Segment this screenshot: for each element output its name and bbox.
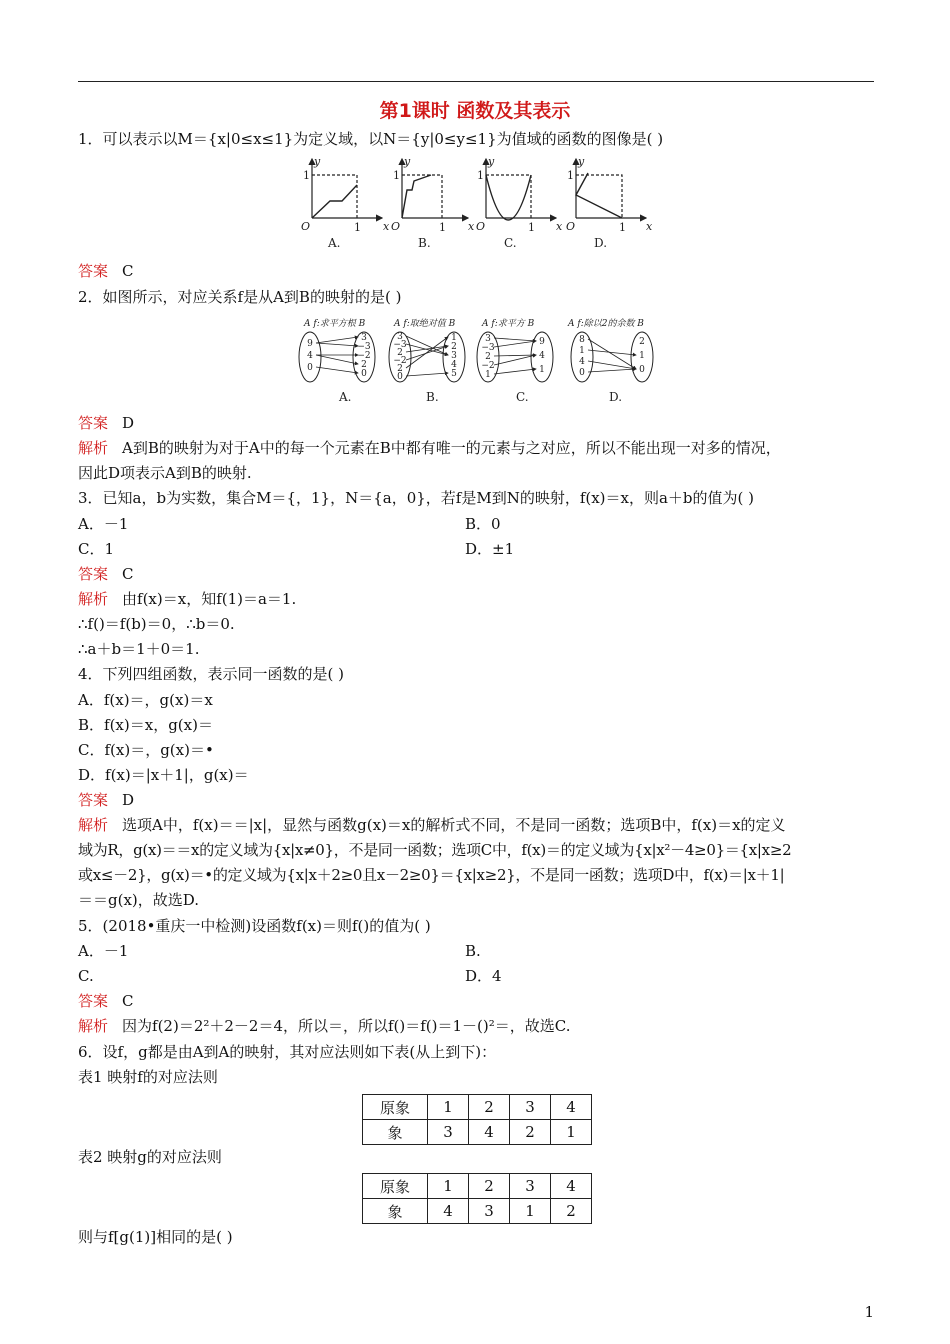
diagram-a-label: A.	[339, 390, 352, 404]
diagram-a-left-0: 9	[307, 339, 313, 349]
graph-b-one-y: 1	[393, 169, 400, 182]
diagram-b-left-3: −2	[393, 356, 407, 366]
diagram-b-right-0: 1	[451, 333, 457, 343]
q5-analysis-label: 解析	[78, 1017, 109, 1035]
table-cell: 象	[363, 1199, 428, 1224]
q3-answer: C	[122, 565, 134, 583]
q3-analysis-1: 由f(x)＝x，知f(1)＝a＝1.	[122, 590, 297, 608]
q3-analysis-3: ∴a＋b＝1＋0＝1.	[78, 640, 200, 658]
diagram-b-right-1: 2	[451, 342, 457, 352]
diagram-c-left-1: −3	[481, 343, 495, 353]
graph-c	[486, 159, 556, 220]
diagram-d-right-1: 1	[639, 351, 645, 361]
table-cell: 1	[428, 1174, 469, 1199]
diagram-c-left-2: 2	[485, 352, 491, 362]
q1-stem: 1．可以表示以M＝{x|0≤x≤1}为定义域，以N＝{y|0≤y≤1}为值域的函数的图像是( )	[78, 130, 664, 148]
diagram-d-left-1: 1	[579, 346, 585, 356]
q4-answer: D	[122, 791, 135, 809]
q3-analysis-label: 解析	[78, 590, 109, 608]
q6-table1-caption: 表1 映射f的对应法则	[78, 1068, 218, 1086]
q5-answer-label: 答案	[78, 992, 109, 1010]
diagram-a-right-1: −3	[357, 342, 371, 352]
q3-stem: 3．已知a，b为实数，集合M＝{，1}，N＝{a，0}，若f是M到N的映射，f(x)＝x，则a＋b的值为( )	[78, 489, 755, 507]
graph-b-ylabel: y	[404, 155, 411, 168]
q2-analysis-label: 解析	[78, 439, 109, 457]
table-cell: 1	[510, 1199, 551, 1224]
q5-answer: C	[122, 992, 134, 1010]
q6-tail: 则与f[g(1)]相同的是( )	[78, 1228, 233, 1246]
table-cell: 4	[428, 1199, 469, 1224]
q4-option-c: C．f(x)＝，g(x)＝•	[78, 741, 214, 759]
graph-c-label: C.	[504, 236, 517, 250]
q4-option-d: D．f(x)＝|x＋1|，g(x)＝	[78, 766, 249, 784]
graph-c-xlabel: x	[556, 220, 563, 233]
diagram-b-left-4: 2	[397, 364, 403, 374]
diagram-d-label: D.	[609, 390, 623, 404]
q4-analysis-4: ＝＝g(x)，故选D.	[78, 891, 200, 909]
table-cell: 2	[551, 1199, 592, 1224]
graph-d-origin: O	[566, 220, 576, 233]
q1-answer: C	[122, 262, 134, 280]
diagram-a-right-4: 0	[361, 369, 367, 379]
q2-answer-label: 答案	[78, 414, 109, 432]
table-cell: 2	[469, 1174, 510, 1199]
diagram-c-right-0: 9	[539, 337, 545, 347]
table-row	[363, 1174, 592, 1199]
table-cell: 4	[469, 1120, 510, 1145]
q2-analysis-1: A到B的映射为对于A中的每一个元素在B中都有唯一的元素与之对应，所以不能出现一对多的情况，	[122, 439, 781, 457]
diagram-d-left-0: 8	[579, 335, 585, 345]
q4-answer-label: 答案	[78, 791, 109, 809]
graph-d-xlabel: x	[646, 220, 653, 233]
diagram-d-right-0: 2	[639, 337, 645, 347]
q4-stem: 4．下列四组函数，表示同一函数的是( )	[78, 665, 345, 683]
graph-d-label: D.	[594, 236, 608, 250]
diagram-d-right-2: 0	[639, 365, 645, 375]
q6-table2-caption: 表2 映射g的对应法则	[78, 1148, 222, 1166]
table-cell: 象	[363, 1120, 428, 1145]
q5-option-b: B.	[465, 942, 481, 960]
table-cell: 3	[510, 1095, 551, 1120]
graph-c-origin: O	[476, 220, 486, 233]
q2-diagrams	[292, 314, 672, 409]
q3-answer-label: 答案	[78, 565, 109, 583]
q1-graphs	[290, 155, 660, 255]
table-cell: 原象	[363, 1174, 428, 1199]
q3-analysis-2: ∴f()＝f(b)＝0，∴b＝0.	[78, 615, 235, 633]
graph-b-origin: O	[391, 220, 401, 233]
diagram-b-right-4: 5	[451, 369, 457, 379]
diagram-d-left-2: 4	[579, 357, 585, 367]
diagram-b-left-1: −3	[393, 340, 407, 350]
q5-option-a: A．－1	[78, 942, 129, 960]
diagram-b-right-2: 3	[451, 351, 457, 361]
diagram-c-left-4: 1	[485, 370, 491, 380]
diagram-b-left-0: 3	[397, 332, 403, 342]
q4-analysis-label: 解析	[78, 816, 109, 834]
q1-answer-label: 答案	[78, 262, 109, 280]
q5-option-c: C.	[78, 967, 94, 985]
diagram-a-right-0: 3	[361, 333, 367, 343]
table-cell: 2	[469, 1095, 510, 1120]
diagram-a-right-3: 2	[361, 360, 367, 370]
mapping-f-table	[362, 1094, 592, 1145]
diagram-c-right-1: 4	[539, 351, 545, 361]
q3-option-d: D．±1	[465, 540, 515, 558]
table-row	[363, 1199, 592, 1224]
table-cell: 3	[510, 1174, 551, 1199]
table-cell: 3	[428, 1120, 469, 1145]
graph-c-one-y: 1	[477, 169, 484, 182]
mapping-g-table	[362, 1173, 592, 1224]
table-row	[363, 1120, 592, 1145]
q4-option-b: B．f(x)＝x，g(x)＝	[78, 716, 213, 734]
q2-analysis-2: 因此D项表示A到B的映射.	[78, 464, 252, 482]
diagram-b-left-5: 0	[397, 372, 403, 382]
graph-b	[402, 159, 468, 218]
graph-d-one-x: 1	[619, 221, 626, 234]
diagram-a-right-2: −2	[357, 351, 371, 361]
table-cell: 1	[428, 1095, 469, 1120]
table-cell: 4	[551, 1095, 592, 1120]
diagram-b-left-2: 2	[397, 348, 403, 358]
q2-answer: D	[122, 414, 135, 432]
page-title: 第1课时 函数及其表示	[379, 100, 571, 122]
q4-analysis-3: 或x≤－2}，g(x)＝•的定义域为{x|x＋2≥0且x－2≥0}＝{x|x≥2}，不是同一函数；选项D中，f(x)＝|x＋1|	[78, 866, 785, 884]
table-cell: 4	[551, 1174, 592, 1199]
diagram-c-left-3: −2	[481, 361, 495, 371]
table-cell: 3	[469, 1199, 510, 1224]
q6-stem: 6．设f，g都是由A到A的映射，其对应法则如下表(从上到下)：	[78, 1043, 497, 1061]
diagram-a-left-2: 0	[307, 363, 313, 373]
graph-a-xlabel: x	[383, 220, 390, 233]
graph-c-ylabel: y	[488, 155, 495, 168]
diagram-a-left-1: 4	[307, 351, 313, 361]
graph-b-xlabel: x	[468, 220, 475, 233]
q4-analysis-1: 选项A中，f(x)＝＝|x|，显然与函数g(x)＝x的解析式不同，不是同一函数；选项B中，f(x)＝x的定义	[122, 816, 786, 834]
graph-c-one-x: 1	[528, 221, 535, 234]
graph-d-ylabel: y	[578, 155, 585, 168]
table-row	[363, 1095, 592, 1120]
table-cell: 原象	[363, 1095, 428, 1120]
graph-a	[312, 159, 382, 218]
diagram-b-caption: A f:取绝对值 B	[394, 319, 456, 329]
graph-a-ylabel: y	[314, 155, 321, 168]
graph-b-one-x: 1	[439, 221, 446, 234]
graph-a-one-x: 1	[354, 221, 361, 234]
q5-stem: 5．(2018•重庆一中检测)设函数f(x)＝则f()的值为( )	[78, 917, 431, 935]
q5-option-d: D．4	[465, 967, 502, 985]
diagram-d-left-3: 0	[579, 368, 585, 378]
diagram-c-right-2: 1	[539, 365, 545, 375]
diagram-a-caption: A f:求平方根 B	[304, 319, 366, 329]
q3-option-b: B．0	[465, 515, 501, 533]
diagram-b-label: B.	[426, 390, 439, 404]
diagram-c-left-0: 3	[485, 334, 491, 344]
table-cell: 2	[510, 1120, 551, 1145]
q5-analysis-1: 因为f(2)＝2²＋2－2＝4，所以＝，所以f()＝f()＝1－()²＝，故选C.	[122, 1017, 571, 1035]
q4-analysis-2: 域为R，g(x)＝＝x的定义域为{x|x≠0}，不是同一函数；选项C中，f(x)＝的定义域为{x|x²－4≥0}＝{x|x≥2	[78, 841, 792, 859]
q3-option-c: C．1	[78, 540, 115, 558]
diagram-d-caption: A f:除以2的余数 B	[568, 319, 644, 329]
graph-d	[576, 159, 646, 218]
graph-a-origin: O	[301, 220, 311, 233]
diagram-c-label: C.	[516, 390, 529, 404]
graph-a-label: A.	[328, 236, 341, 250]
q4-option-a: A．f(x)＝，g(x)＝x	[78, 691, 213, 709]
q3-option-a: A．－1	[78, 515, 129, 533]
table-cell: 1	[551, 1120, 592, 1145]
graph-d-one-y: 1	[567, 169, 574, 182]
header-rule	[78, 81, 874, 82]
q2-stem: 2．如图所示，对应关系f是从A到B的映射的是( )	[78, 288, 402, 306]
graph-a-one-y: 1	[303, 169, 310, 182]
graph-b-label: B.	[418, 236, 431, 250]
diagram-c-caption: A f:求平方 B	[482, 319, 535, 329]
diagram-b-right-3: 4	[451, 360, 457, 370]
page-number: 1	[864, 1303, 874, 1321]
